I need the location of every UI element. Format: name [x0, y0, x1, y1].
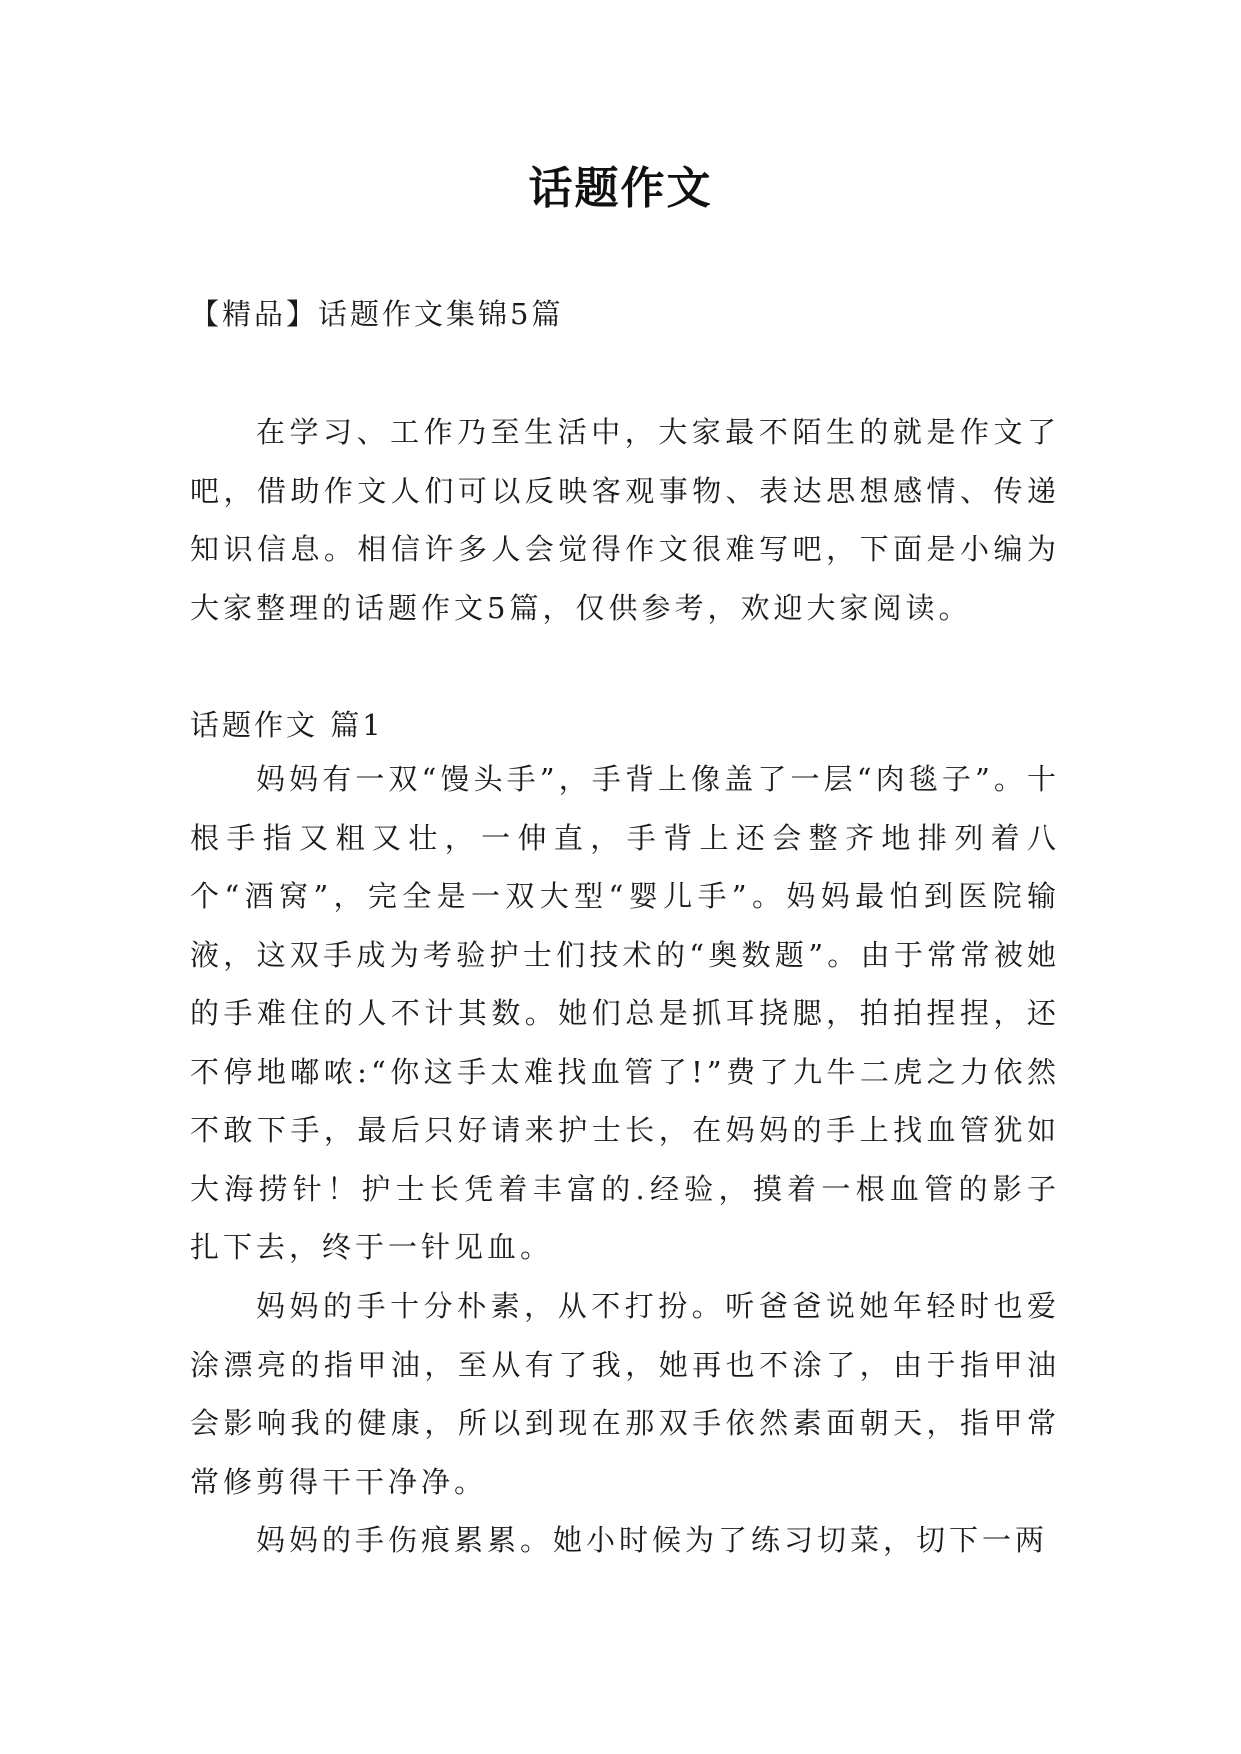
intro-paragraph: 在学习、工作乃至生活中，大家最不陌生的就是作文了吧，借助作文人们可以反映客观事物、表达思想感情、传递知识信息。相信许多人会觉得作文很难写吧，下面是小编为大家整理的话题作文5篇，仅供参考，欢迎大家阅读。: [190, 415, 1060, 625]
body-paragraph: 妈妈有一双“馒头手”，手背上像盖了一层“肉毯子”。十根手指又粗又壮，一伸直，手背上还会整齐地排列着八个“酒窝”，完全是一双大型“婴儿手”。妈妈最怕到医院输液，这双手成为考验护士们技术的“奥数题”。由于常常被她的手难住的人不计其数。她们总是抓耳挠腮，拍拍捏捏，还不停地嘟哝:“你这手太难找血管了!”费了九牛二虎之力依然不敢下手，最后只好请来护士长，在妈妈的手上找血管犹如大海捞针！护士长凭着丰富的.经验，摸着一根血管的影子扎下去，终于一针见血。: [190, 762, 1060, 1264]
body-paragraph: 妈妈的手伤痕累累。她小时候为了练习切菜，切下一两: [256, 1523, 1049, 1557]
body-paragraph: 妈妈的手十分朴素，从不打扮。听爸爸说她年轻时也爱涂漂亮的指甲油，至从有了我，她再也不涂了，由于指甲油会影响我的健康，所以到现在那双手依然素面朝天，指甲常常修剪得干干净净。: [190, 1289, 1060, 1499]
section-heading: 话题作文 篇1: [190, 708, 384, 742]
document-subtitle: 【精品】话题作文集锦5篇: [190, 297, 564, 331]
document-title: 话题作文: [528, 163, 713, 214]
